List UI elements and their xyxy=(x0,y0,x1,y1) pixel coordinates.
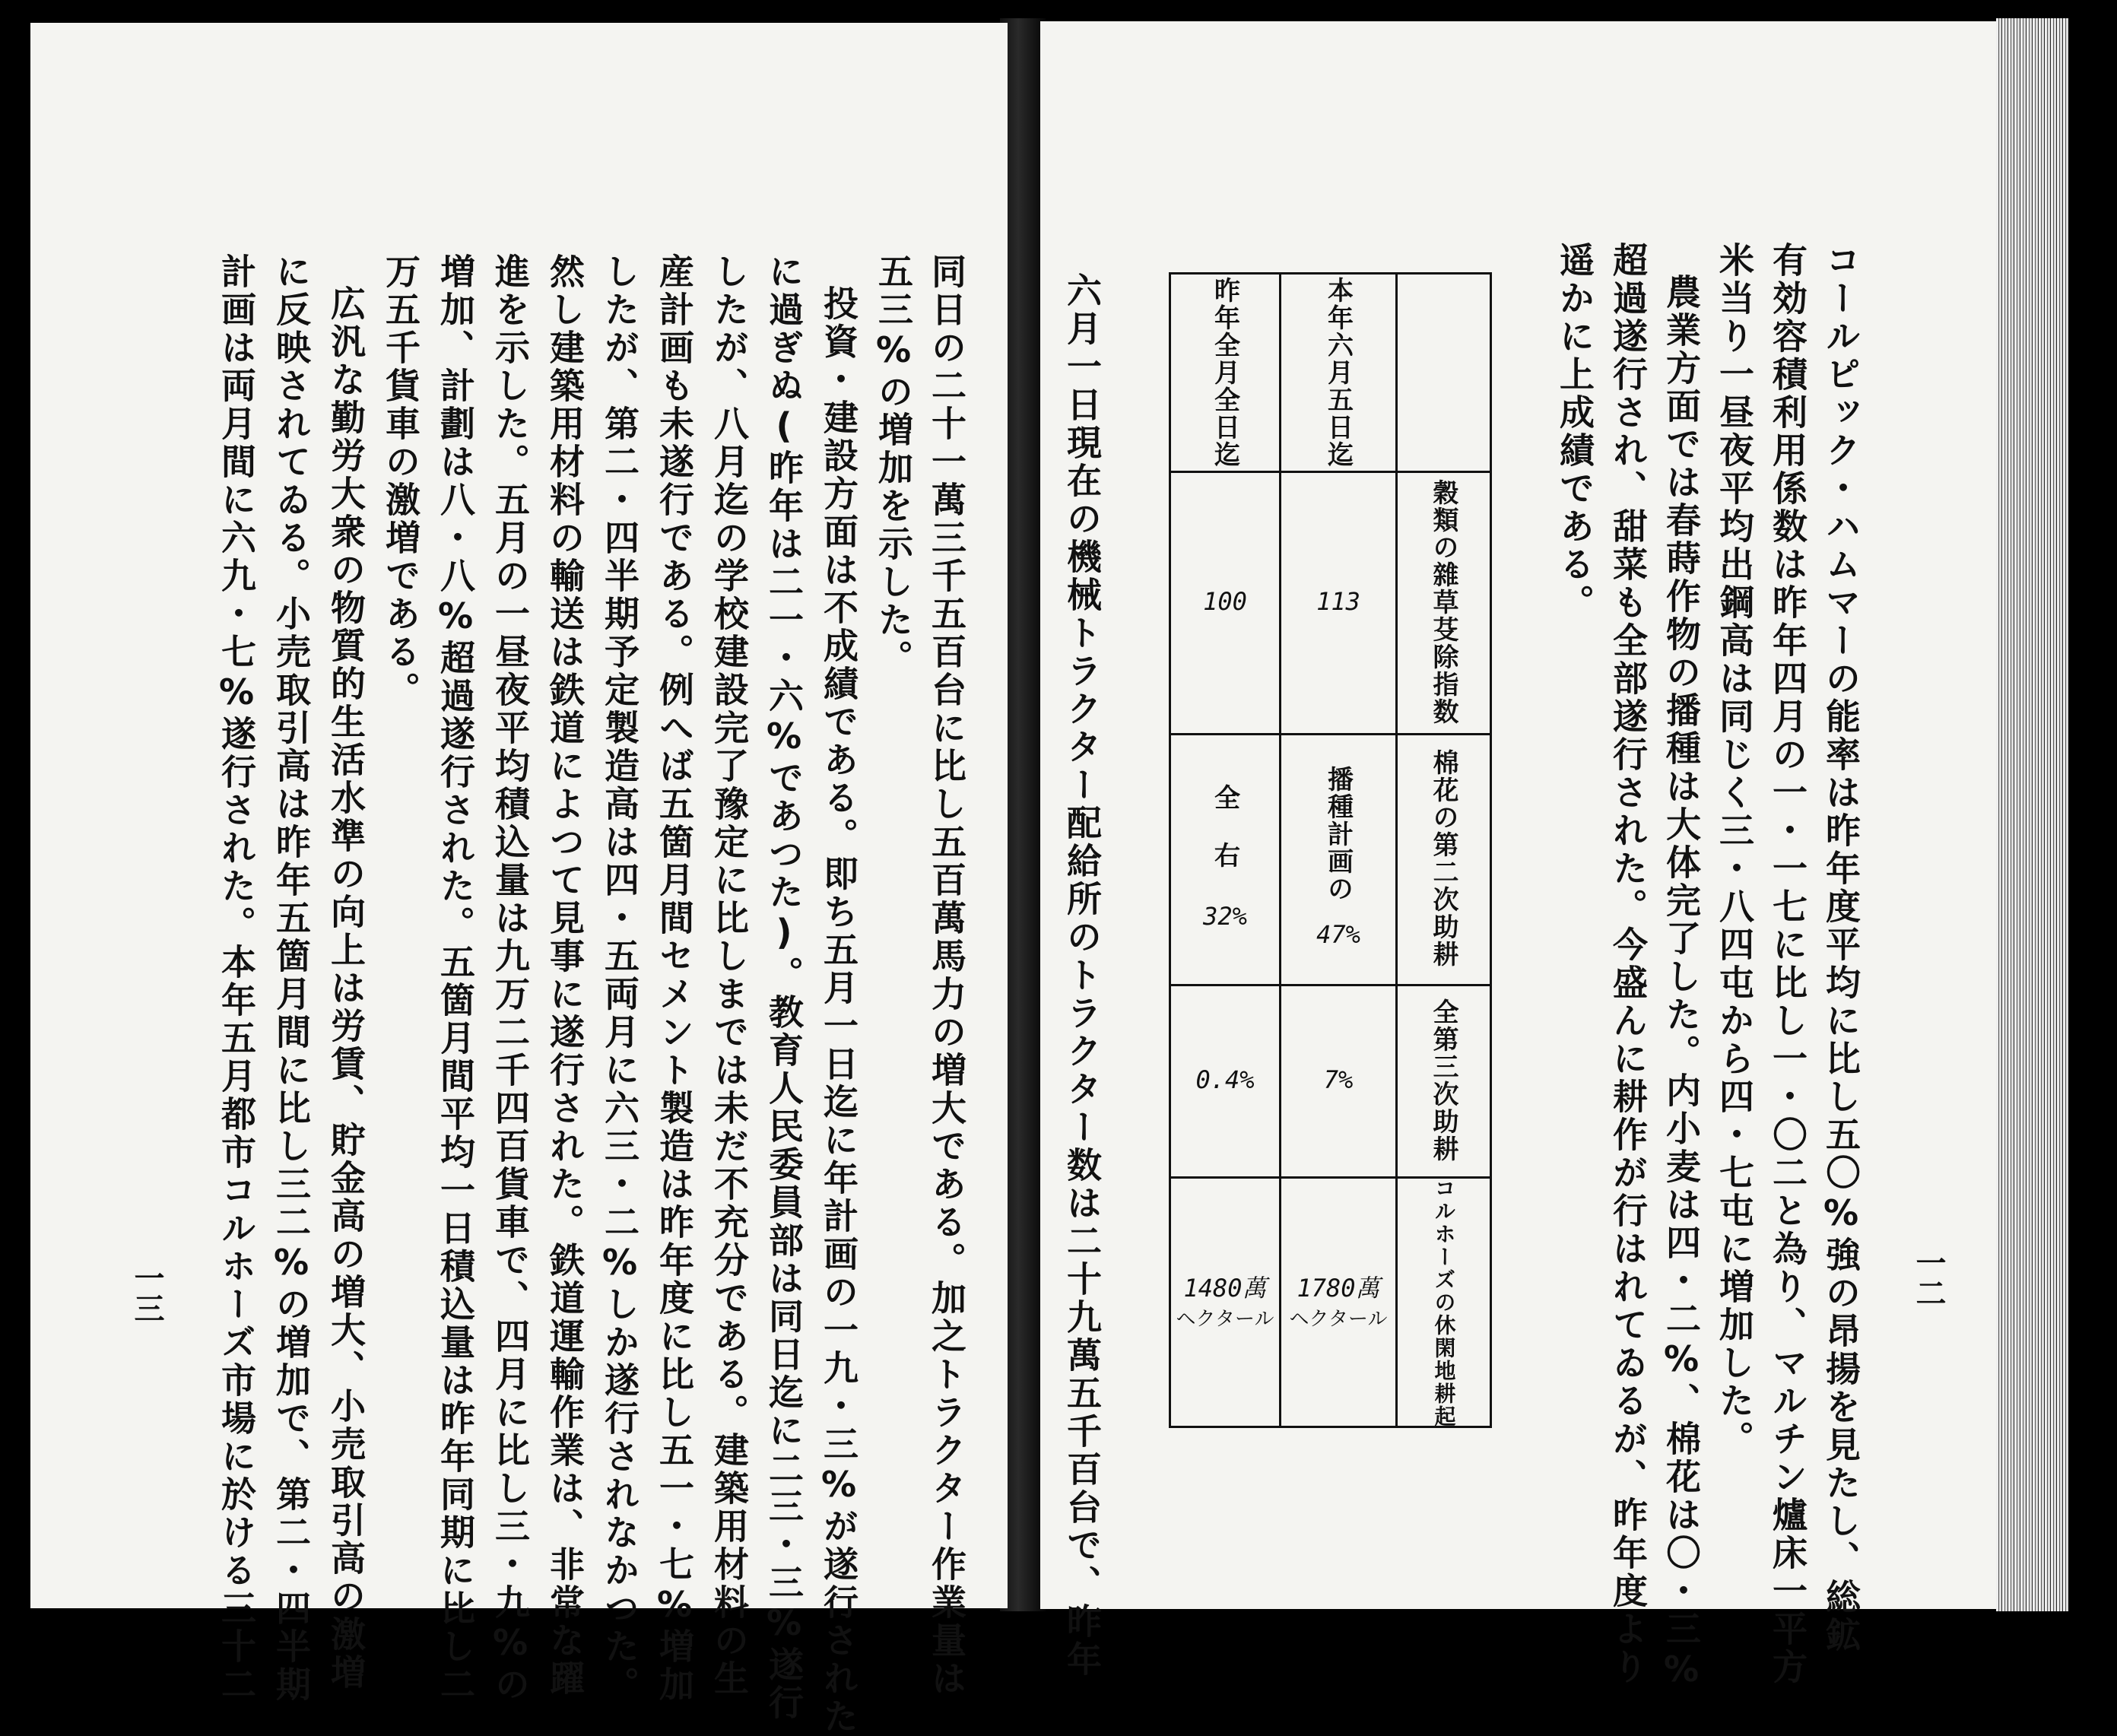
right-col-2: 有効容積利用係数は昨年四月の一・一七に比し一・〇二と為り、マルチン爐床一平方 xyxy=(1767,242,1808,1687)
left-col-3: 投資・建設方面は不成績である。即ち五月一日迄に年計画の一九・三%が遂行された xyxy=(818,285,859,1736)
cell-cotton-prev-a: 全 xyxy=(1209,783,1240,811)
col-header-fallow: コルホーズの休閑地耕起 xyxy=(1431,1176,1457,1428)
cell-weed-current: 113 xyxy=(1316,587,1360,617)
cell-fallow-current-a: 1780萬 xyxy=(1297,1273,1380,1303)
cell-fallow-prev-a: 1480萬 xyxy=(1183,1273,1267,1303)
cell-third-prev: 0.4% xyxy=(1195,1065,1255,1095)
cell-weed-prev: 100 xyxy=(1203,587,1247,617)
left-page-number: 一三 xyxy=(129,1262,164,1323)
right-col-1: コールピック・ハムマーの能率は昨年度平均に比し五〇%強の昂揚を見たし、総鉱 xyxy=(1820,242,1862,1655)
right-page-number: 一二 xyxy=(1911,1247,1946,1308)
left-col-7: したが、第二・四半期予定製造高は四・五両月に六三・二%しか遂行されなかつた。 xyxy=(599,253,640,1704)
left-col-8: 然し建築用材料の輸送は鉄道によつて見事に遂行された。鉄道運輸作業は、非常な躍 xyxy=(544,253,586,1698)
right-col-6: 遥かに上成績である。 xyxy=(1554,242,1595,622)
right-col-5: 超過遂行され、甜菜も全部遂行された。今盛んに耕作が行はれてゐるが、昨年度より xyxy=(1608,242,1649,1687)
cell-third-current: 7% xyxy=(1323,1065,1354,1095)
left-col-1: 同日の二十一萬三千五百台に比し五百萬馬力の増大である。加之トラクター作業量は xyxy=(926,253,967,1698)
col-header-cotton: 棉花の第二次助耕 xyxy=(1428,749,1458,968)
left-col-13: に反映されてゐる。小売取引高は昨年五箇月間に比し三二%の増加で、第二・四半期 xyxy=(271,253,312,1704)
cell-fallow-current-b: ヘクタール xyxy=(1289,1307,1388,1331)
page-edge-stack xyxy=(1996,18,2068,1611)
left-col-6: 産計画も未遂行である。例へば五箇月間セメント製造は昨年度に比し五一・七%増加 xyxy=(654,253,695,1704)
left-col-12: 広汎な勤労大衆の物質的生活水準の向上は労賃、貯金高の増大、小売取引高の激増 xyxy=(325,285,367,1692)
cell-fallow-prev-b: ヘクタール xyxy=(1176,1307,1274,1331)
row-header-current-year: 本年六月五日迄 xyxy=(1322,277,1354,468)
col-header-third: 全第三次助耕 xyxy=(1428,998,1458,1163)
table-header-column xyxy=(1395,275,1490,1426)
row-header-previous-year: 昨年全月全日迄 xyxy=(1209,277,1240,468)
cell-cotton-current-a: 播種計画の xyxy=(1322,765,1354,903)
left-col-14: 計画は両月間に六九・七%遂行された。本年五月都市コルホーズ市場に於ける三十二 xyxy=(216,253,257,1704)
left-col-5: したが、八月迄の学校建設完了豫定に比しまでは未だ不充分である。建築用材料の生 xyxy=(709,253,750,1698)
left-col-11: 万五千貨車の激増である。 xyxy=(380,253,421,709)
statistics-table xyxy=(1169,272,1492,1428)
right-col-3: 米当り一昼夜平均出鋼高は同じく三・八四屯から四・七屯に増加した。 xyxy=(1714,242,1755,1458)
cell-cotton-prev-c: 32% xyxy=(1203,901,1247,931)
table-row-current-year xyxy=(1279,275,1395,1426)
left-col-9: 進を示した。五月の一昼夜平均積込量は九万二千四百貨車で、四月に比し三・九%の xyxy=(490,253,531,1704)
col-header-weed: 穀類の雜草芟除指数 xyxy=(1428,478,1458,725)
table-row-previous-year xyxy=(1171,275,1279,1426)
left-col-4: に過ぎぬ(昨年は二一・六%であつた)。教育人民委員部は同日迄に二三・三%遂行 xyxy=(763,253,805,1722)
cell-cotton-prev-b: 右 xyxy=(1209,841,1240,869)
right-col-4: 農業方面では春蒔作物の播種は大体完了した。内小麦は四・二%、棉花は〇・三% xyxy=(1661,274,1702,1693)
left-col-10: 増加、計劃は八・八%超過遂行された。五箇月間平均一日積込量は昨年同期に比し二 xyxy=(435,253,476,1704)
cell-cotton-current-b: 47% xyxy=(1316,919,1360,949)
right-col-7: 六月一日現在の機械トラクター配給所のトラクター数は二十九萬五千百台で、昨年 xyxy=(1062,272,1103,1679)
left-col-2: 五三%の増加を示した。 xyxy=(873,253,914,678)
